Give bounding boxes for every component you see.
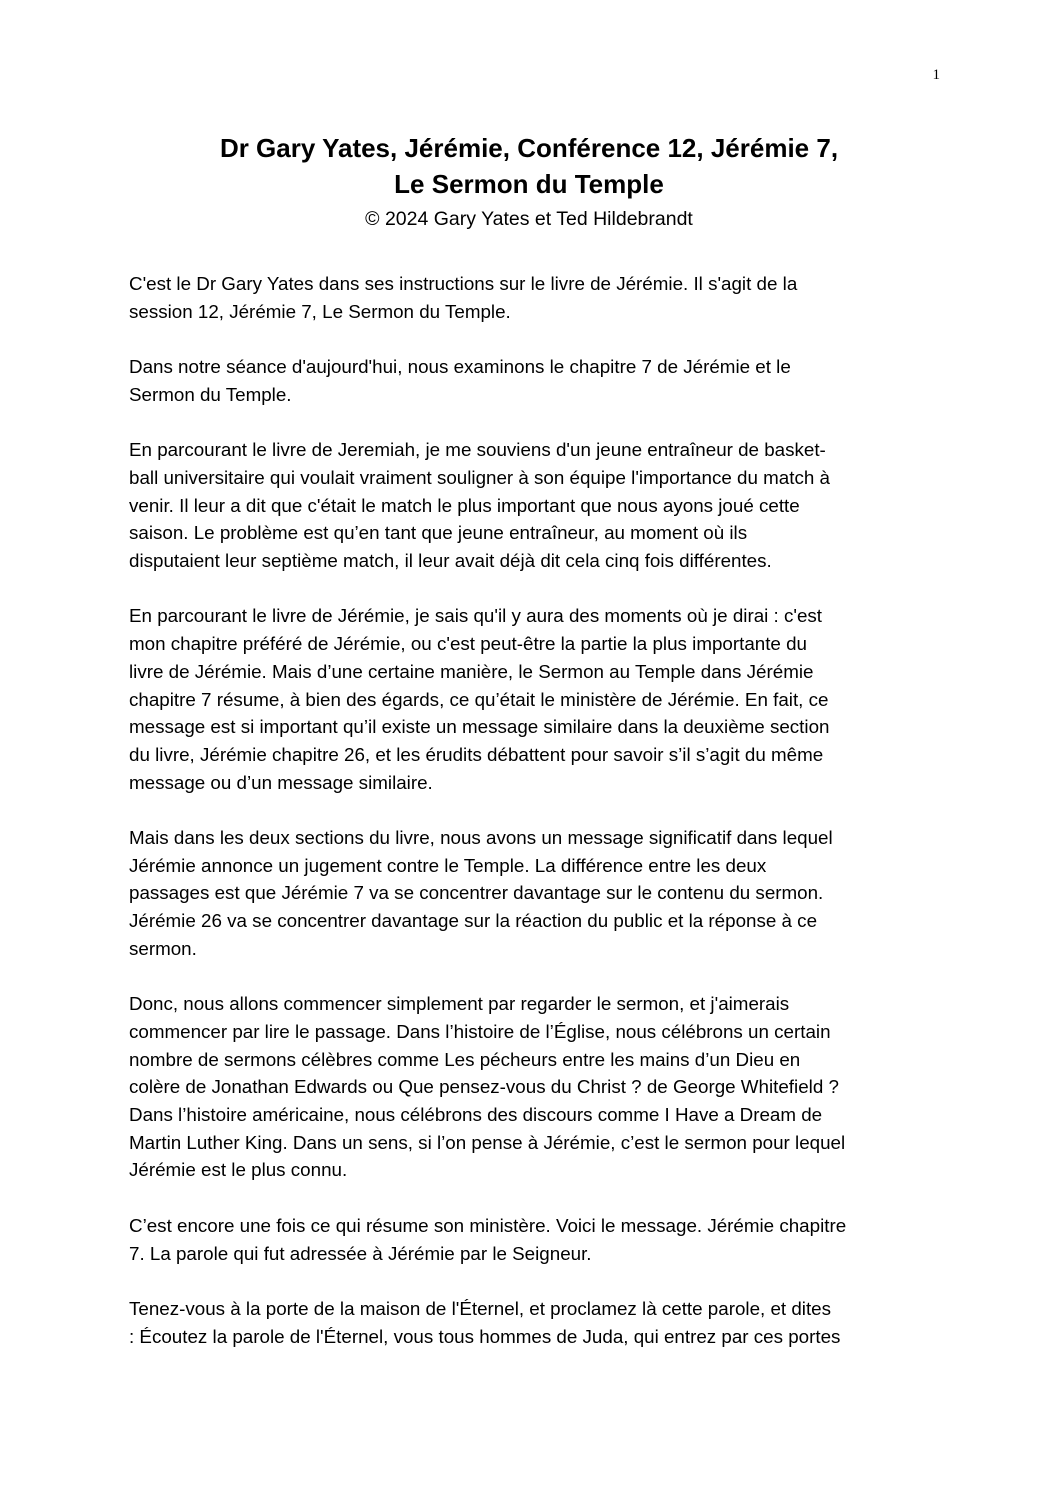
paragraph <box>129 1212 935 1267</box>
text-line: mon chapitre préféré de Jérémie, ou c'est peut-être la partie la plus importante du <box>129 633 807 655</box>
page-number: 1 <box>932 67 940 83</box>
text-line: C’est encore une fois ce qui résume son ministère. Voici le message. Jérémie chapitre <box>129 1214 847 1236</box>
paragraph <box>129 990 935 1184</box>
text-line: 7. La parole qui fut adressée à Jérémie par le Seigneur. <box>129 1242 592 1264</box>
text-line: passages est que Jérémie 7 va se concentrer davantage sur le contenu du sermon. <box>129 882 824 904</box>
text-line: commencer par lire le passage. Dans l’histoire de l’Église, nous célébrons un certain <box>129 1020 831 1042</box>
text-line: livre de Jérémie. Mais d’une certaine manière, le Sermon au Temple dans Jérémie <box>129 660 814 682</box>
document-body <box>129 270 935 1378</box>
text-line: Mais dans les deux sections du livre, nous avons un message significatif dans lequel <box>129 827 833 848</box>
text-line: venir. Il leur a dit que c'était le match le plus important que nous ayons joué cette <box>129 494 800 516</box>
paragraph <box>129 1295 935 1350</box>
paragraph <box>129 824 935 963</box>
text-line: Donc, nous allons commencer simplement par regarder le sermon, et j'aimerais <box>129 993 790 1015</box>
paragraph <box>129 353 935 408</box>
text-line: En parcourant le livre de Jérémie, je sais qu'il y aura des moments où je dirai : c'est <box>129 605 823 627</box>
text-line: message est si important qu’il existe un message similaire dans la deuxième section <box>129 716 830 738</box>
document-title-line-1: Dr Gary Yates, Jérémie, Conférence 12, Jérémie 7, <box>219 133 839 163</box>
text-line: message ou d’un message similaire. <box>129 771 433 793</box>
text-line: sermon. <box>129 937 197 959</box>
text-line: Martin Luther King. Dans un sens, si l’on pense à Jérémie, c’est le sermon pour lequel <box>129 1131 846 1153</box>
text-line: Jérémie annonce un jugement contre le Temple. La différence entre les deux <box>129 854 767 876</box>
text-line: chapitre 7 résume, à bien des égards, ce qu’était le ministère de Jérémie. En fait, ce <box>129 688 829 710</box>
text-line: Dans notre séance d'aujourd'hui, nous examinons le chapitre 7 de Jérémie et le <box>129 356 791 378</box>
title-block <box>120 130 938 234</box>
text-line: Sermon du Temple. <box>129 383 292 405</box>
text-line: C'est le Dr Gary Yates dans ses instructions sur le livre de Jérémie. Il s'agit de la <box>129 273 798 294</box>
text-line: disputaient leur septième match, il leur avait déjà dit cela cinq fois différentes. <box>129 550 772 571</box>
text-line: session 12, Jérémie 7, Le Sermon du Temple. <box>129 300 511 322</box>
text-line: Dans l’histoire américaine, nous célébrons des discours comme I Have a Dream de <box>129 1104 823 1126</box>
paragraph <box>129 270 935 325</box>
text-line: nombre de sermons célèbres comme Les pécheurs entre les mains d’un Dieu en <box>129 1048 801 1070</box>
paragraph <box>129 436 935 575</box>
text-line: Jérémie est le plus connu. <box>129 1159 348 1181</box>
text-line: Tenez-vous à la porte de la maison de l'Éternel, et proclamez là cette parole, et dites <box>129 1297 832 1319</box>
text-line: colère de Jonathan Edwards ou Que pensez-vous du Christ ? de George Whitefield ? <box>129 1076 839 1098</box>
text-line: du livre, Jérémie chapitre 26, et les érudits débattent pour savoir s’il s’agit du même <box>129 743 824 765</box>
paragraph <box>129 602 935 796</box>
document-title-line-2: Le Sermon du Temple <box>394 169 664 199</box>
text-line: Jérémie 26 va se concentrer davantage sur la réaction du public et la réponse à ce <box>129 910 818 932</box>
text-line: En parcourant le livre de Jeremiah, je me souviens d'un jeune entraîneur de basket- <box>129 439 826 461</box>
text-line: : Écoutez la parole de l'Éternel, vous tous hommes de Juda, qui entrez par ces portes <box>129 1325 841 1347</box>
copyright-notice: © 2024 Gary Yates et Ted Hildebrandt <box>365 208 693 230</box>
text-line: ball universitaire qui voulait vraiment souligner à son équipe l'importance du match à <box>129 466 830 488</box>
text-line: saison. Le problème est qu’en tant que jeune entraîneur, au moment où ils <box>129 522 748 544</box>
